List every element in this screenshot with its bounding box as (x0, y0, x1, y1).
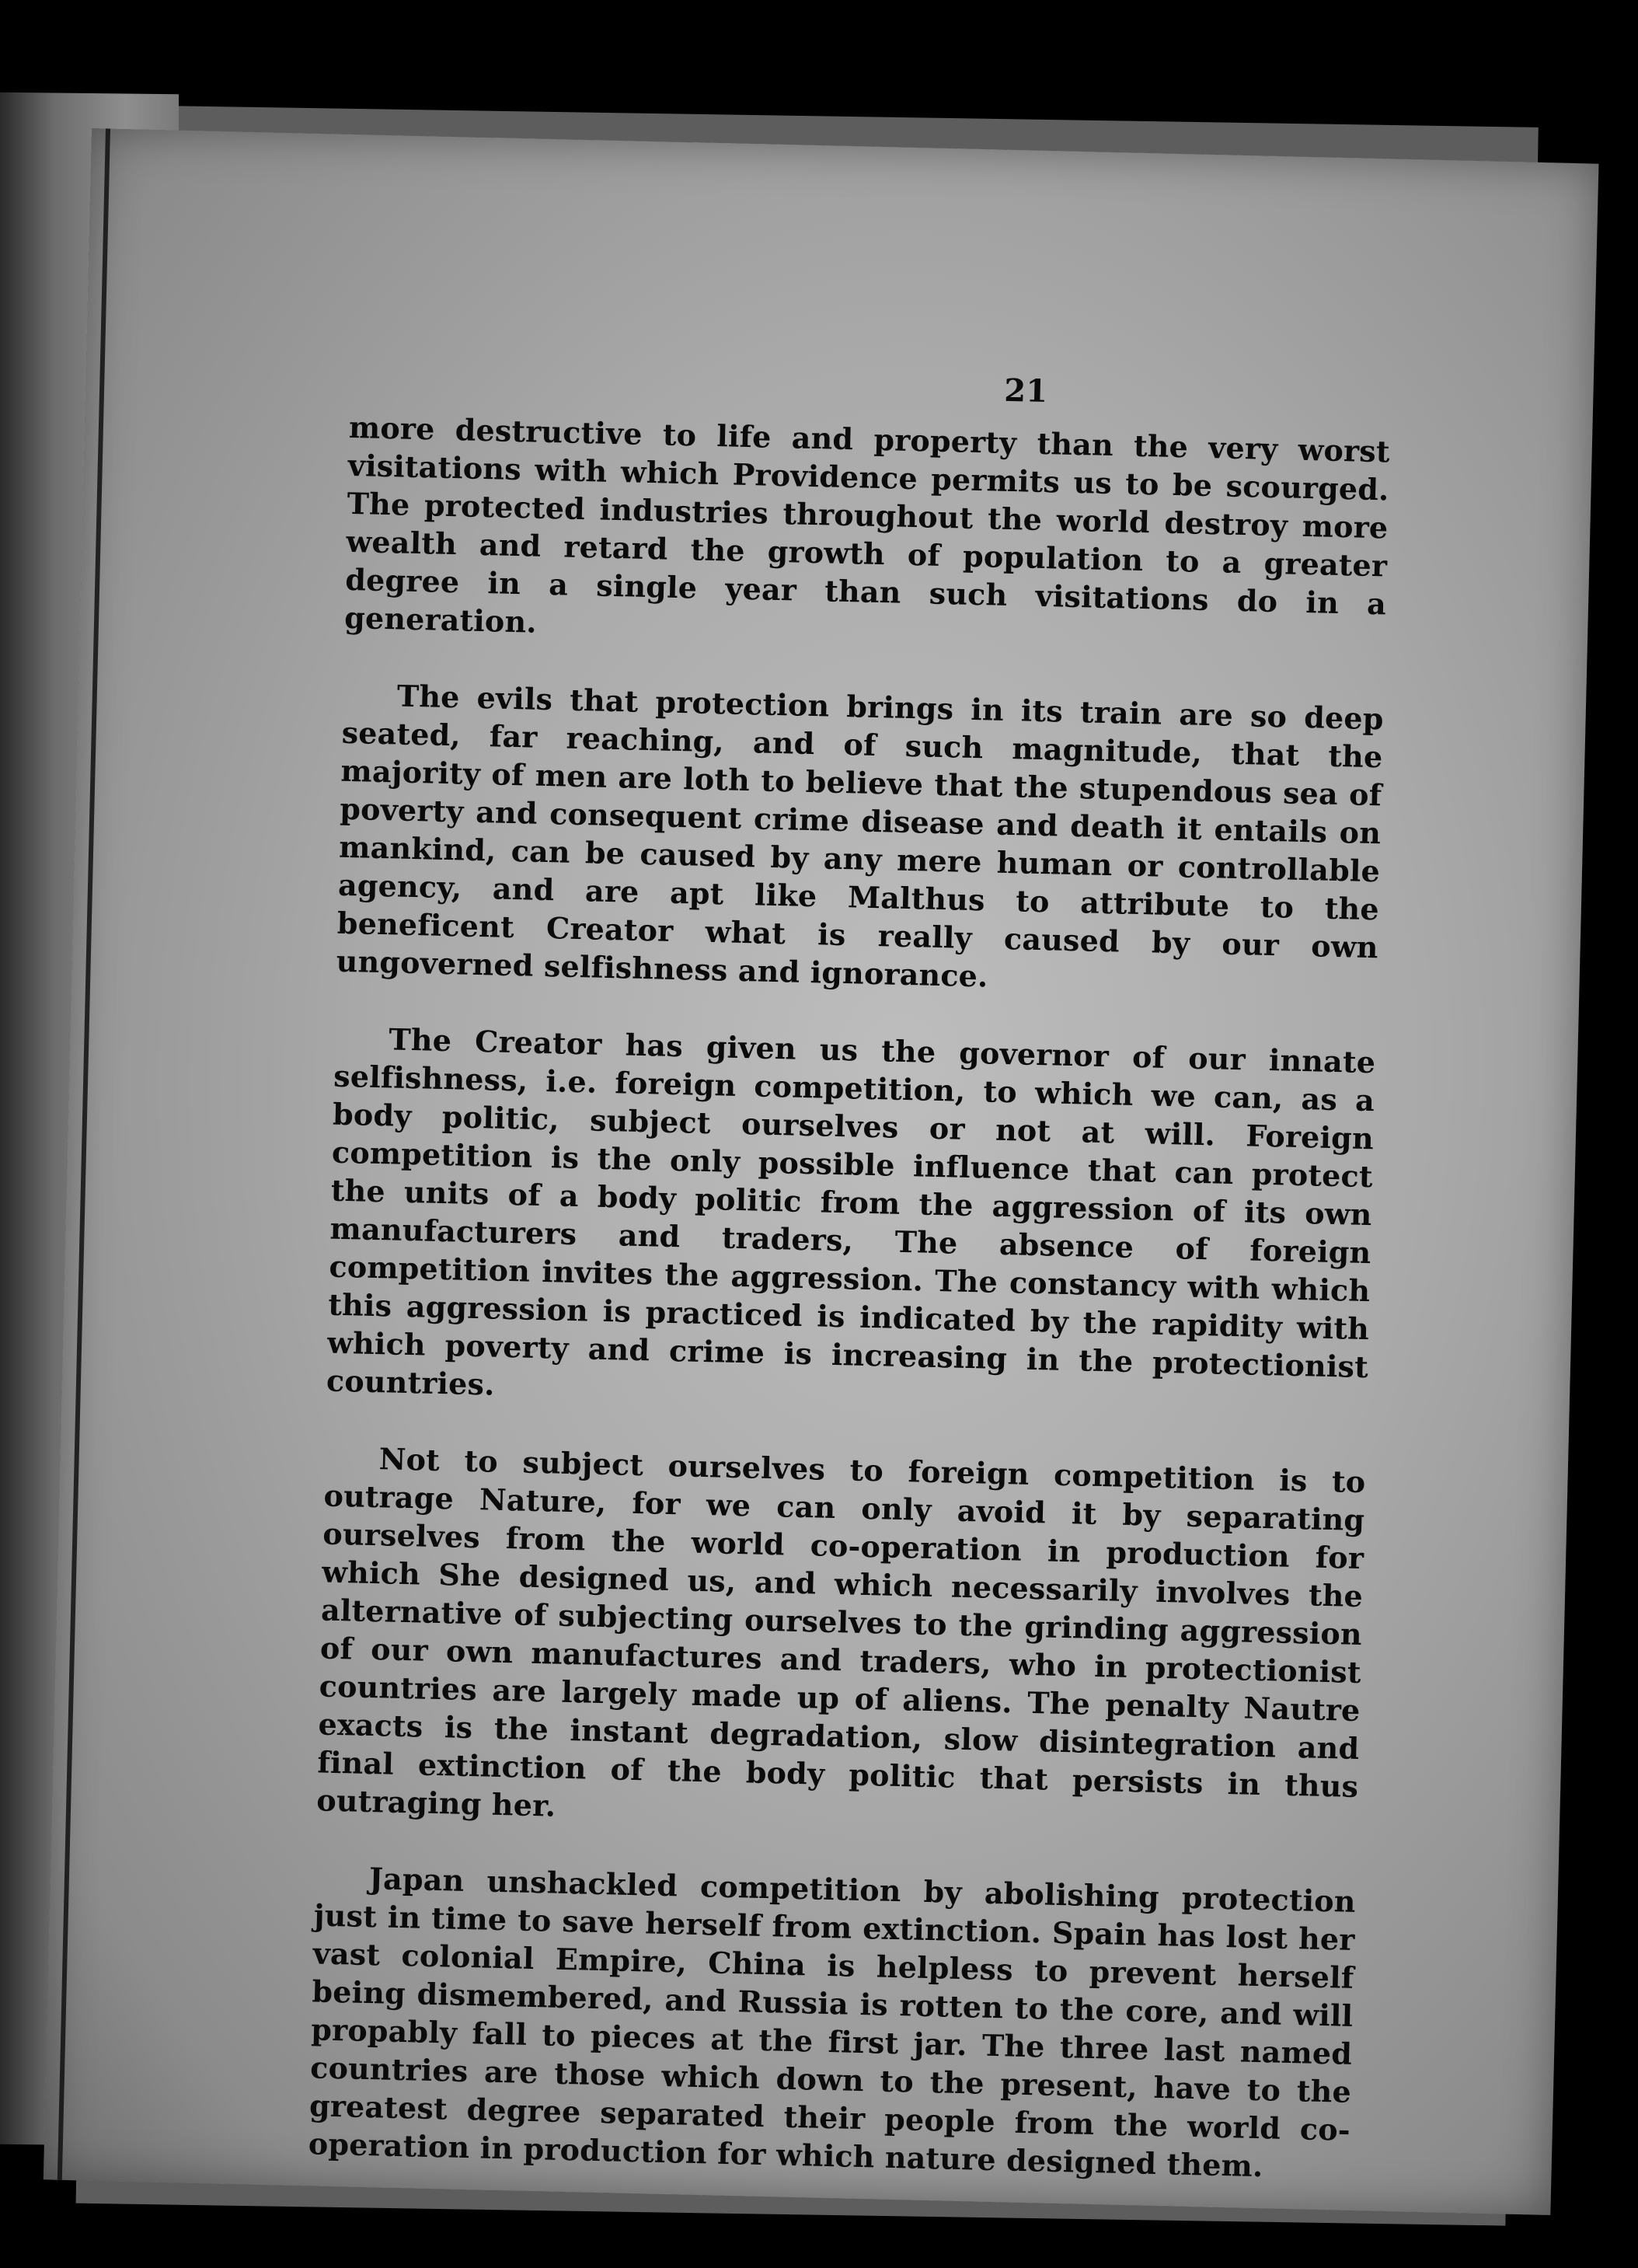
paragraph-4: Not to subject ourselves to foreign competition is to outrage Nature, for we can only avoid it by separating ourselves from the world co-operation in production for which She designed us, and which necessarily involves the alternative of subjecting ourselves to the grinding aggression of our own manufactures and traders, who in protectionist countries are largely made up of aliens. The penalty Nautre exacts is the instant degradation, slow disintegration and final extinction of the body politic that persists in thus outraging her. (315, 1441, 1366, 1823)
page-text (307, 356, 1392, 2226)
paragraph-5: Japan unshackled competition by abolishing protection just in time to save herself from extinction. Spain has lost her vast colonial Empire, China is helpless to prevent herself being dismembered, and Russia is rotten to the core, and will propably fall to pieces at the first jar. The three last named countries are those which down to the present, have to the greatest degree separated their people from the world co-operation in production for which nature designed them. (308, 1861, 1357, 2184)
paragraph-1: more destructive to life and property than the very worst visitations with which Providence permits us to be scourged. The protected industries throughout the world destroy more wealth and retard the growth of population to a greater degree in a single year than such visitations do in a generation. (343, 409, 1391, 640)
book-page (44, 128, 1599, 2215)
page-number: 21 (1003, 372, 1048, 410)
paragraph-2: The evils that protection brings in its train are so deep seated, far reaching, and of such magnitude, that the majority of men are loth to believe that the stupendous sea of poverty and consequent crime disease and death it entails on mankind, can be caused by any mere human or controllable agency, and are apt like Malthus to attribute to the beneficent Creator what is really caused by our own ungoverned selfishness and ignorance. (336, 678, 1385, 994)
paragraph-3: The Creator has given us the governor of our innate selfishness, i.e. foreign competition, to which we can, as a body politic, subject ourselves or not at will. Foreign competition is the only possible influence that can protect the units of a body politic from the aggression of its own manufacturers and traders, The absence of foreign competition invites the aggression. The constancy with which this aggression is practiced is indicated by the rapidity with which poverty and crime is increasing in the protectionist countries. (326, 1021, 1376, 1402)
